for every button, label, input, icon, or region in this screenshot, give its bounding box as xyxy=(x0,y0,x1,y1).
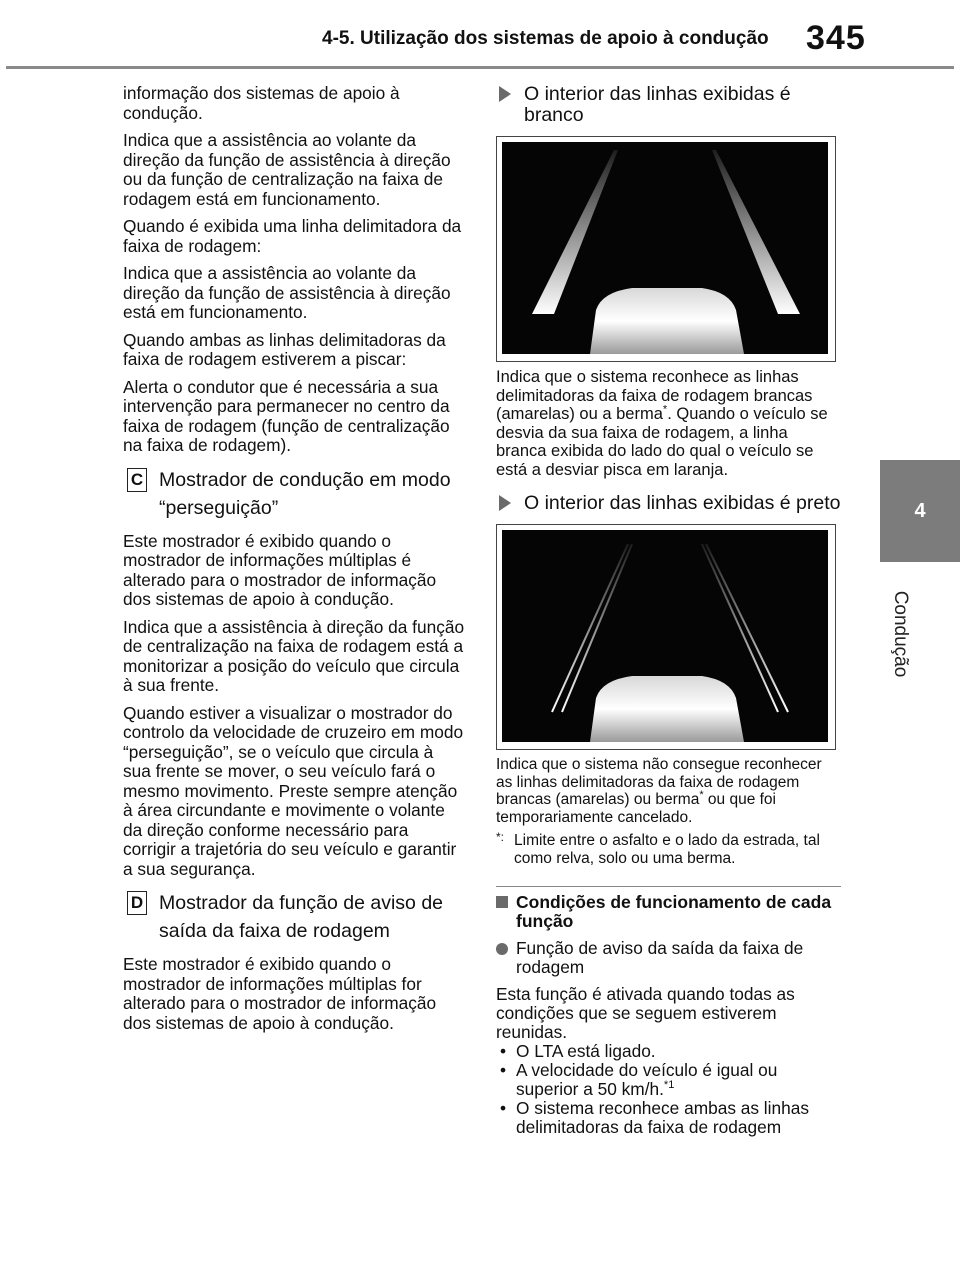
right-column xyxy=(496,84,841,1137)
figure-1-caption xyxy=(496,368,841,479)
square-bullet-icon xyxy=(496,896,508,908)
lane-display-image-white xyxy=(502,142,828,354)
bullet: • xyxy=(500,1041,507,1061)
paragraph: Alerta o condutor que é necessária a sua intervenção para permanecer no centro da faixa de rodagem (função de centralização na faixa de rodagem). xyxy=(123,376,450,455)
chapter-tab xyxy=(880,460,960,562)
footnote-text: Limite entre o asfalto e o lado da estrada, tal como relva, solo ou uma berma. xyxy=(514,832,820,867)
header-rule xyxy=(6,66,954,69)
vehicle-icon xyxy=(590,676,744,742)
lane-display-image-black xyxy=(502,530,828,742)
conditions-title: Condições de funcionamento de cada função xyxy=(516,892,832,931)
paragraph: Este mostrador é exibido quando o mostrador de informações múltiplas é alterado para o mostrador de informação dos sistemas de apoio à condução. xyxy=(123,530,437,609)
section-d-title: Mostrador da função de aviso de saída da faixa de rodagem xyxy=(159,892,444,942)
chapter-label xyxy=(875,578,925,698)
figure-2-caption xyxy=(496,756,841,826)
caption-text: . Quando o veículo se desvia da sua faixa de rodagem, a linha branca exibida do lado do qual o veículo se está a desviar pisca em laranja. xyxy=(496,405,828,479)
figure-1-heading xyxy=(496,84,841,126)
asterisk-marker: * xyxy=(662,403,668,416)
list-item: • O sistema reconhece ambas as linhas delimitadoras da faixa de rodagem xyxy=(500,1098,809,1137)
conditions-heading xyxy=(496,886,841,931)
section-d-heading xyxy=(123,889,465,945)
list-item: • A velocidade do veículo é igual ou superior a 50 km/h.$^{*1}$ xyxy=(500,1060,778,1099)
paragraph: Indica que a assistência à direção da função de centralização na faixa de rodagem está a monitorizar a posição do veículo que circula à sua frente. xyxy=(123,616,465,695)
footnote-marker: *: xyxy=(496,830,505,844)
paragraph: Quando estiver a visualizar o mostrador do controlo da velocidade de cruzeiro em modo “perseguição”, se o veículo que circula à sua frente se mover, o seu veículo fará o mesmo movimento. Preste sempre atenção à área circundante e movimente o volante da direção conforme necessário para corrigir a trajetória do seu veículo e garantir a sua segurança. xyxy=(123,702,464,879)
page-number: 345 xyxy=(806,19,866,57)
paragraph: Quando ambas as linhas delimitadoras da faixa de rodagem estiverem a piscar: xyxy=(123,329,446,369)
list-item: • O LTA está ligado. xyxy=(500,1041,656,1061)
figure-2-heading-text: O interior das linhas exibidas é preto xyxy=(524,492,841,514)
caption-text: ou que foi temporariamente cancelado. xyxy=(496,791,776,826)
page-header xyxy=(0,0,960,70)
figure-1-heading-text: O interior das linhas exibidas é branco xyxy=(524,83,791,126)
chapter-label-text: Condução xyxy=(890,590,911,678)
footnote xyxy=(496,832,841,868)
paragraph: informação dos sistemas de apoio à condução. xyxy=(123,83,400,123)
section-letter-c: C xyxy=(127,468,147,492)
triangle-arrow-icon xyxy=(499,495,511,511)
section-title: 4-5. Utilização dos sistemas de apoio à condução xyxy=(322,28,769,49)
left-column xyxy=(123,84,465,1041)
asterisk-marker: * xyxy=(699,788,704,801)
figure-2-heading xyxy=(496,493,841,514)
caption-text: Indica que o sistema reconhece as linhas delimitadoras da faixa de rodagem brancas (amarelas) ou a berma xyxy=(496,368,813,423)
section-letter-d: D xyxy=(127,891,147,915)
paragraph: Indica que a assistência ao volante da direção da função de assistência à direção está em funcionamento. xyxy=(123,263,451,322)
circle-bullet-icon xyxy=(496,943,508,955)
triangle-arrow-icon xyxy=(499,86,511,102)
function-subheading xyxy=(496,939,841,977)
vehicle-icon xyxy=(590,288,744,354)
paragraph: Indica que a assistência ao volante da direção da função de assistência à direção ou da função de centralização na faixa de rodagem está em funcionamento. xyxy=(123,130,451,209)
section-c-heading xyxy=(123,466,465,522)
chapter-number: 4 xyxy=(914,500,926,522)
bullet: • xyxy=(500,1098,507,1118)
figure-lane-lines-white xyxy=(496,136,836,362)
paragraph: Quando é exibida uma linha delimitadora da faixa de rodagem: xyxy=(123,216,462,256)
bullet: • xyxy=(500,1060,507,1080)
caption-text: Indica que o sistema não consegue reconhecer as linhas delimitadoras da faixa de rodagem brancas (amarelas) ou berma xyxy=(496,756,822,808)
function-subheading-text: Função de aviso da saída da faixa de rodagem xyxy=(516,938,804,977)
conditions-list xyxy=(496,1042,841,1137)
figure-lane-lines-black xyxy=(496,524,836,750)
paragraph: Este mostrador é exibido quando o mostrador de informações múltiplas for alterado para o mostrador de informação dos sistemas de apoio à condução. xyxy=(123,954,437,1033)
conditions-intro: Esta função é ativada quando todas as condições que se seguem estiverem reunidas. xyxy=(496,984,795,1042)
section-c-title: Mostrador de condução em modo “perseguição” xyxy=(159,468,451,519)
